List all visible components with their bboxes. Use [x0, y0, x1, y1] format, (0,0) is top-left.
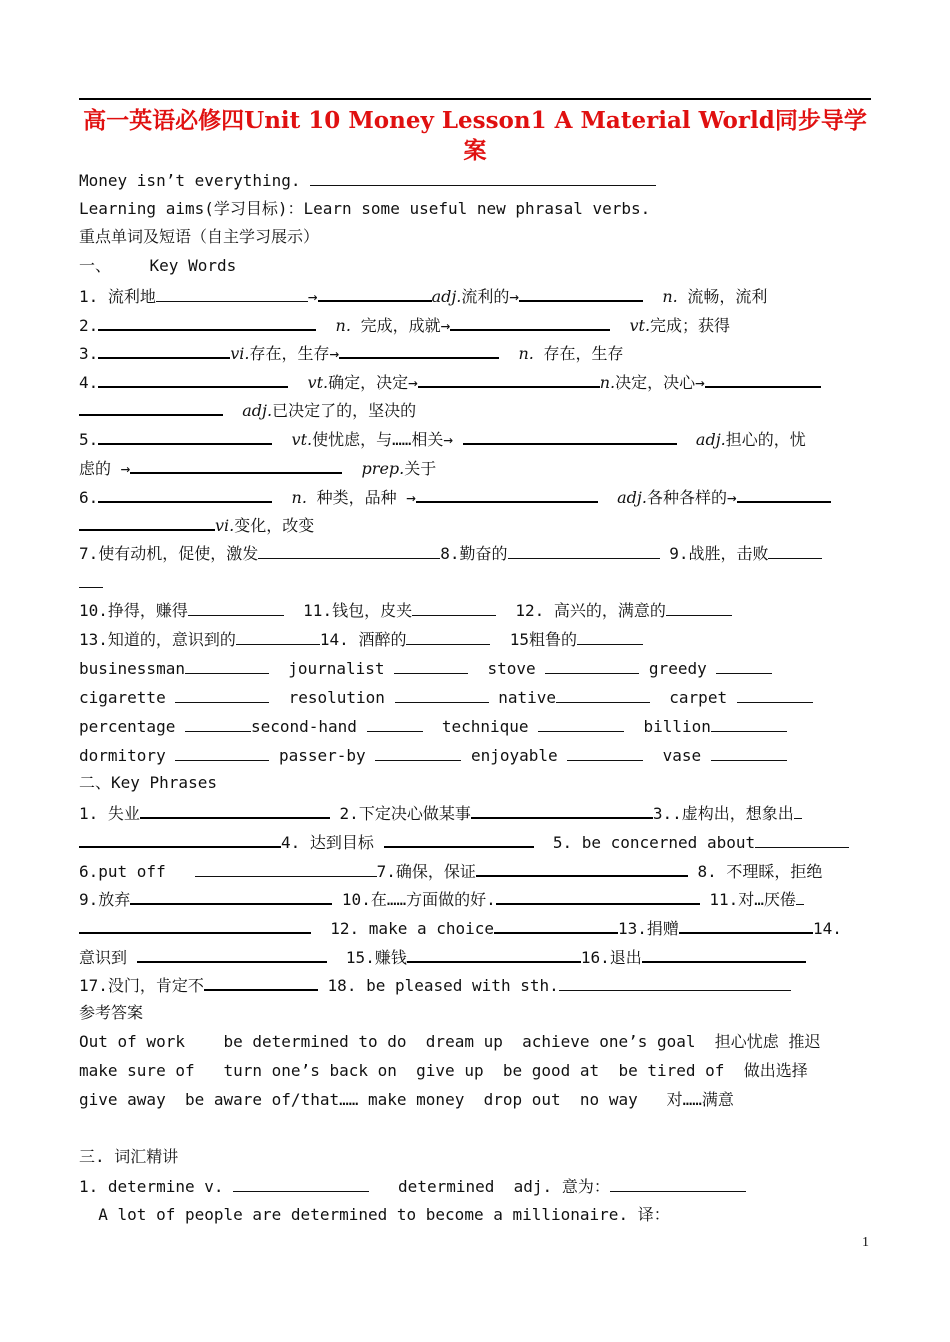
blank[interactable] [130, 457, 342, 474]
kw-item-1: 1. 流利地 → adj.流利的→ n. 流畅，流利 [79, 287, 768, 306]
blank[interactable] [476, 860, 688, 877]
blank[interactable] [407, 946, 581, 963]
blank[interactable] [545, 658, 639, 674]
blank[interactable] [406, 629, 490, 645]
kw-row-10: 10.挣得，赚得 11.钱包，皮夹 12. 高兴的，满意的 [79, 600, 879, 621]
blank[interactable] [679, 917, 813, 934]
kw-item-6-cont: vi.变化，改变 [79, 514, 879, 536]
blank[interactable] [175, 745, 269, 761]
blank[interactable] [310, 170, 656, 186]
blank[interactable] [384, 831, 534, 848]
blank[interactable] [794, 803, 802, 819]
kw-item-5-cont: 虑的 → prep.关于 [79, 459, 437, 478]
blank[interactable] [577, 629, 643, 645]
blank[interactable] [567, 745, 643, 761]
blank[interactable] [508, 543, 660, 559]
blank[interactable] [79, 917, 311, 934]
blank[interactable] [716, 658, 772, 674]
kp-line-2: 4. 达到目标 5. be concerned about [79, 831, 879, 853]
section-heading: 重点单词及短语（自主学习展示） [79, 227, 320, 246]
blank[interactable] [258, 543, 440, 559]
blank[interactable] [339, 342, 499, 359]
vocab-row: businessman journalist stove greedy [79, 658, 879, 679]
blank[interactable] [395, 687, 489, 703]
vocab-row: dormitory passer-by enjoyable vase [79, 745, 879, 766]
kw-row-13: 13.知道的，意识到的 14. 酒醉的 15粗鲁的 [79, 629, 879, 650]
blank[interactable] [768, 543, 822, 559]
kw-item-4-cont: adj.已决定了的，坚决的 [79, 399, 879, 421]
blank[interactable] [450, 314, 610, 331]
motto-line: Money isn’t everything. [79, 170, 879, 191]
kw-item-5: 5. vt.使忧虑，与……相关→ adj.担心的，忧 [79, 430, 806, 449]
kp-line-1: 1. 失业 2.下定决心做某事 3..虚构出，想象出 [79, 802, 879, 824]
kw-item-3: 3. vi.存在，生存→ n. 存在，生存 [79, 344, 624, 363]
key-phrases-heading: 二、Key Phrases [79, 773, 217, 792]
blank[interactable] [79, 831, 281, 848]
blank[interactable] [666, 600, 732, 616]
blank[interactable] [185, 658, 269, 674]
blank[interactable] [79, 572, 103, 588]
blank[interactable] [98, 486, 272, 503]
blank[interactable] [755, 832, 849, 848]
blank[interactable] [519, 285, 643, 302]
example-sentence: A lot of people are determined to become a millionaire. 译： [98, 1205, 670, 1224]
blank[interactable] [140, 802, 330, 819]
page-number: 1 [862, 1235, 869, 1250]
vocab-row: cigarette resolution native carpet [79, 687, 879, 708]
blank[interactable] [494, 917, 618, 934]
kw-item-6: 6. n. 种类，品种 → adj.各种各样的→ [79, 486, 879, 508]
kw-row-7: 7.使有动机，促使，激发 8.勤奋的 9.战胜，击败 [79, 543, 879, 564]
blank[interactable] [556, 687, 650, 703]
blank[interactable] [98, 342, 230, 359]
blank[interactable] [642, 946, 806, 963]
blank[interactable] [394, 658, 468, 674]
blank[interactable] [796, 889, 804, 905]
blank[interactable] [98, 371, 288, 388]
vocab-section-heading: 三. 词汇精讲 [79, 1147, 179, 1166]
blank[interactable] [98, 314, 316, 331]
blank[interactable] [412, 600, 496, 616]
kw-item-4: 4. vt.确定，决定→ n.决定，决心→ [79, 371, 879, 393]
kp-line-7: 17.没门，肯定不 18. be pleased with sth. [79, 974, 879, 996]
vocab-item-1: 1. determine v. determined adj. 意为： [79, 1176, 879, 1197]
blank[interactable] [463, 428, 677, 445]
blank[interactable] [233, 1176, 369, 1192]
kp-line-5: 12. make a choice 13.捐赠 14. [79, 917, 879, 939]
kp-line-6: 意识到 15.赚钱 16.退出 [79, 946, 879, 968]
kw-row-7-cont [79, 572, 879, 593]
blank[interactable] [98, 428, 272, 445]
blank[interactable] [610, 1176, 746, 1192]
blank[interactable] [418, 371, 600, 388]
blank[interactable] [188, 600, 284, 616]
blank[interactable] [711, 716, 787, 732]
aims-line: Learning aims(学习目标)：Learn some useful new phrasal verbs. [79, 199, 651, 218]
top-rule [79, 98, 871, 100]
answers-line: make sure of turn one’s back on give up be good at be tired of 做出选择 [79, 1061, 808, 1080]
blank[interactable] [705, 371, 821, 388]
blank[interactable] [496, 888, 700, 905]
page-title: 高一英语必修四Unit 10 Money Lesson1 A Material World同步导学案 [83, 107, 867, 164]
blank[interactable] [416, 486, 598, 503]
blank[interactable] [204, 974, 318, 991]
blank[interactable] [375, 745, 461, 761]
vocab-row: percentage second-hand technique billion [79, 716, 879, 737]
answers-line: give away be aware of/that…… make money drop out no way 对……满意 [79, 1090, 734, 1109]
blank[interactable] [471, 802, 653, 819]
answers-heading: 参考答案 [79, 1003, 144, 1022]
blank[interactable] [156, 286, 308, 302]
blank[interactable] [137, 946, 327, 963]
blank[interactable] [79, 514, 215, 531]
blank[interactable] [236, 629, 320, 645]
blank[interactable] [79, 399, 223, 416]
blank[interactable] [367, 716, 423, 732]
answers-line: Out of work be determined to do dream up achieve one’s goal 担心忧虑 推迟 [79, 1032, 821, 1051]
blank[interactable] [175, 687, 269, 703]
blank[interactable] [538, 716, 624, 732]
kw-item-2: 2. n. 完成，成就→ vt.完成；获得 [79, 316, 731, 335]
key-words-heading: 一、 Key Words [79, 256, 237, 275]
blank[interactable] [737, 486, 831, 503]
blank[interactable] [318, 285, 432, 302]
kp-line-3: 6.put off 7.确保，保证 8. 不理睬，拒绝 [79, 862, 823, 881]
blank[interactable] [185, 716, 251, 732]
blank[interactable] [737, 687, 813, 703]
blank[interactable] [559, 975, 791, 991]
blank[interactable] [711, 745, 787, 761]
blank[interactable] [195, 861, 377, 877]
kp-line-4: 9.放弃 10.在……方面做的好. 11.对…厌倦 [79, 888, 879, 910]
blank[interactable] [130, 888, 332, 905]
